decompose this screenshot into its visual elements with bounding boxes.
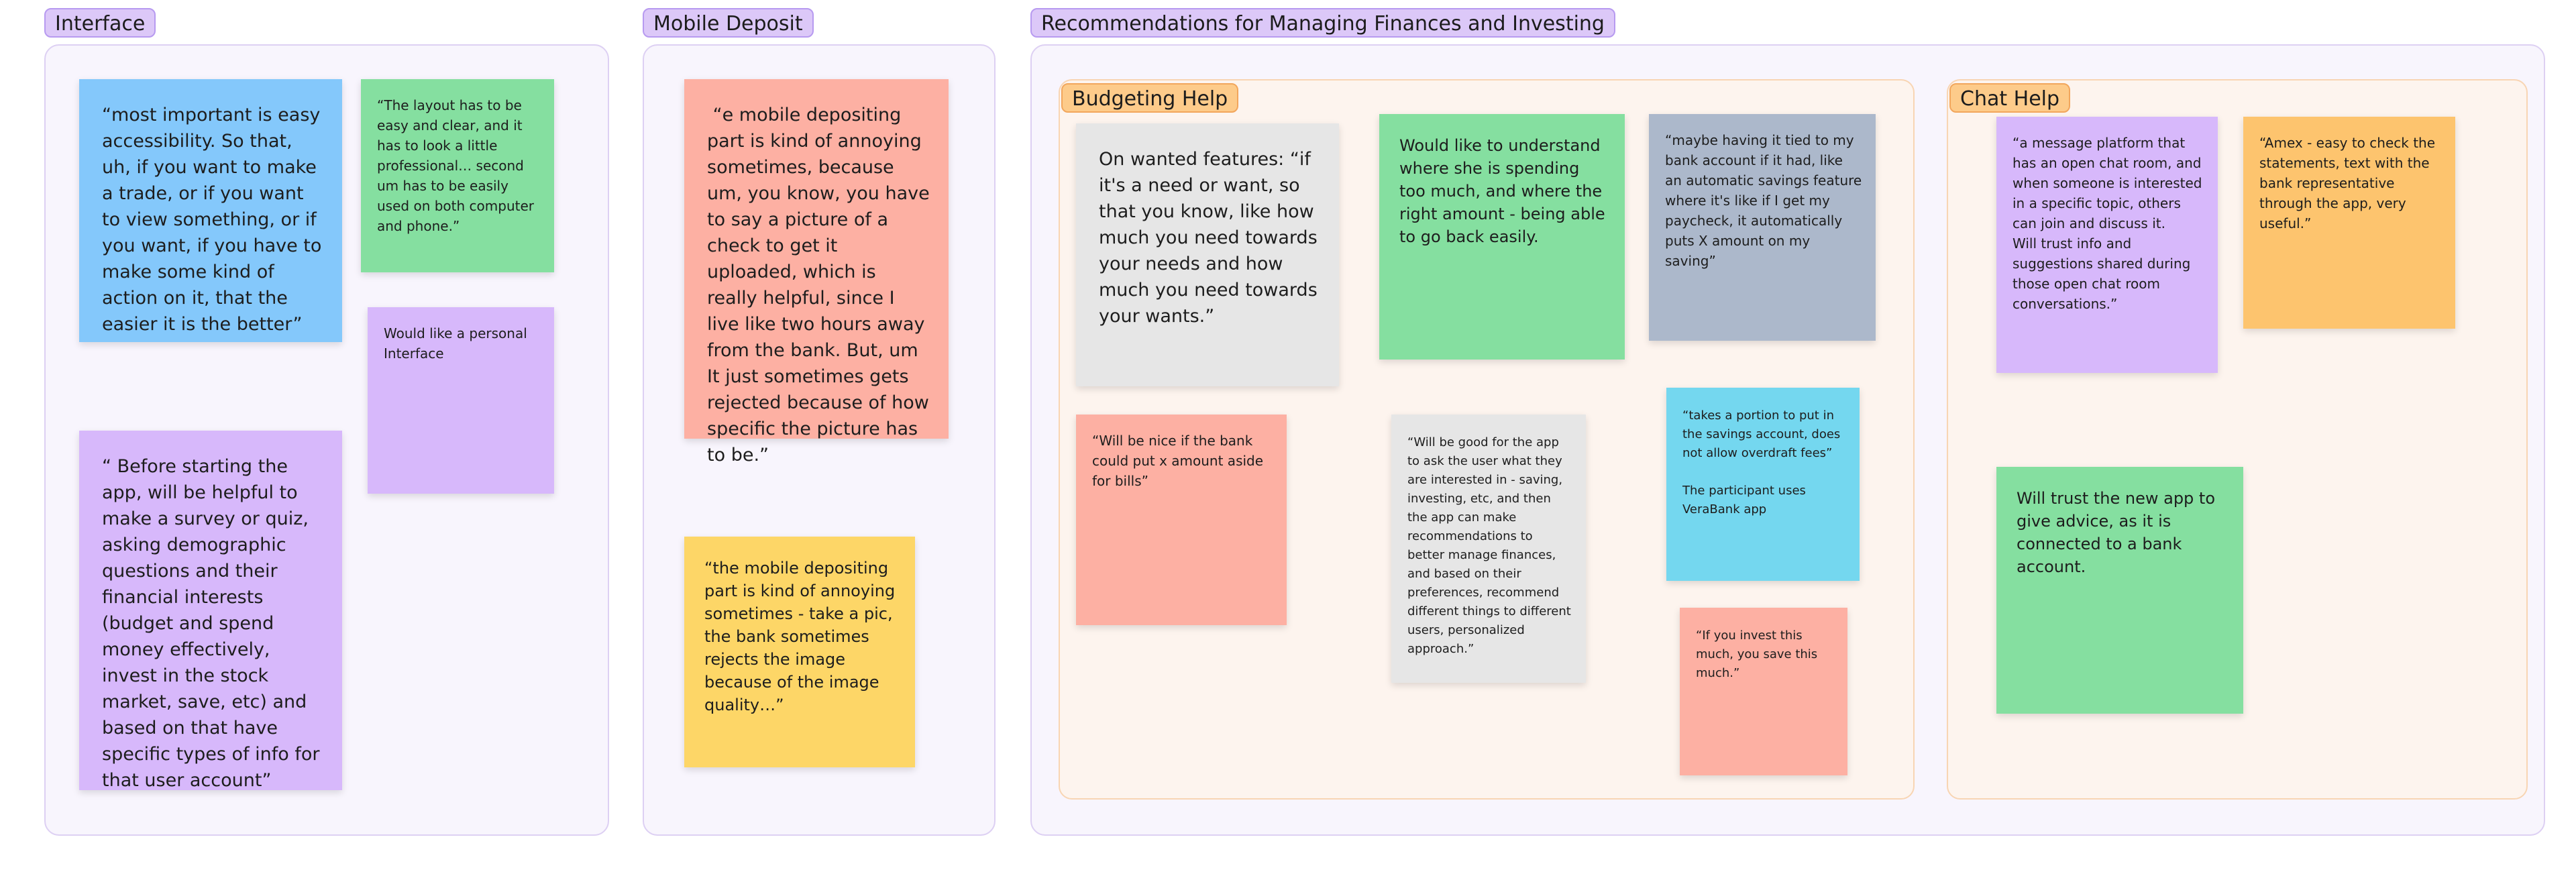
sticky-note-deposit-annoying[interactable]: “e mobile depositing part is kind of annoying sometimes, because um, you know, you have to say a picture of a check to get it uploaded, which is really helpful, since I live like two hours away from the bank. But, um It just sometimes gets rejected because of how specific the picture has to be.” <box>684 79 949 439</box>
sticky-note-budget-ask-user[interactable]: “Will be good for the app to ask the user what they are interested in - saving, investing, etc, and then the app can make recommendations to better manage finances, and based on their preferences, recommend different things to different users, personalized approach.” <box>1391 415 1586 683</box>
sticky-note-budget-savings-portion[interactable]: “takes a portion to put in the savings account, does not allow overdraft fees” The participant uses VeraBank app <box>1666 388 1860 581</box>
subsection-label-chat-help[interactable]: Chat Help <box>1949 83 2070 113</box>
sticky-note-chat-trust[interactable]: Will trust the new app to give advice, as it is connected to a bank account. <box>1996 467 2243 714</box>
sticky-note-interface-personal[interactable]: Would like a personal Interface <box>368 307 554 494</box>
sticky-note-budget-need-want[interactable]: On wanted features: “if it's a need or want, so that you know, like how much you need towards your needs and how much you need towards your wants.” <box>1076 123 1339 386</box>
sticky-note-interface-accessibility[interactable]: “most important is easy accessibility. So that, uh, if you want to make a trade, or if you want to view something, or if you want, if you have to make some kind of action on it, that the easier it is the better” <box>79 79 342 342</box>
sticky-note-chat-amex[interactable]: “Amex - easy to check the statements, text with the bank representative through the app, very useful.” <box>2243 117 2455 329</box>
sticky-note-deposit-image-quality[interactable]: “the mobile depositing part is kind of annoying sometimes - take a pic, the bank sometimes rejects the image because of the image quality…” <box>684 537 915 767</box>
subsection-label-budgeting-help[interactable]: Budgeting Help <box>1061 83 1238 113</box>
section-label-interface[interactable]: Interface <box>44 8 156 38</box>
sticky-note-interface-layout[interactable]: “The layout has to be easy and clear, and it has to look a little professional… second um has to be easily used on both computer and phone.” <box>361 79 554 272</box>
sticky-note-budget-spending[interactable]: Would like to understand where she is spending too much, and where the right amount - being able to go back easily. <box>1379 114 1625 360</box>
sticky-note-interface-survey[interactable]: “ Before starting the app, will be helpful to make a survey or quiz, asking demographic questions and their financial interests (budget and spend money effectively, invest in the stock market, save, etc) and based on that have specific types of info for that user account” <box>79 431 342 790</box>
sticky-note-budget-bills[interactable]: “Will be nice if the bank could put x amount aside for bills” <box>1076 415 1287 625</box>
sticky-note-chat-platform[interactable]: “a message platform that has an open chat room, and when someone is interested in a specific topic, others can join and discuss it. Will trust info and suggestions shared during those open chat room conversations.” <box>1996 117 2218 373</box>
sticky-note-budget-paycheck[interactable]: “maybe having it tied to my bank account if it had, like an automatic savings feature where it's like if I get my paycheck, it automatically puts X amount on my saving” <box>1649 114 1876 341</box>
sticky-note-budget-invest[interactable]: “If you invest this much, you save this much.” <box>1680 608 1847 775</box>
section-label-mobile-deposit[interactable]: Mobile Deposit <box>643 8 814 38</box>
section-label-recommendations[interactable]: Recommendations for Managing Finances and Investing <box>1030 8 1615 38</box>
